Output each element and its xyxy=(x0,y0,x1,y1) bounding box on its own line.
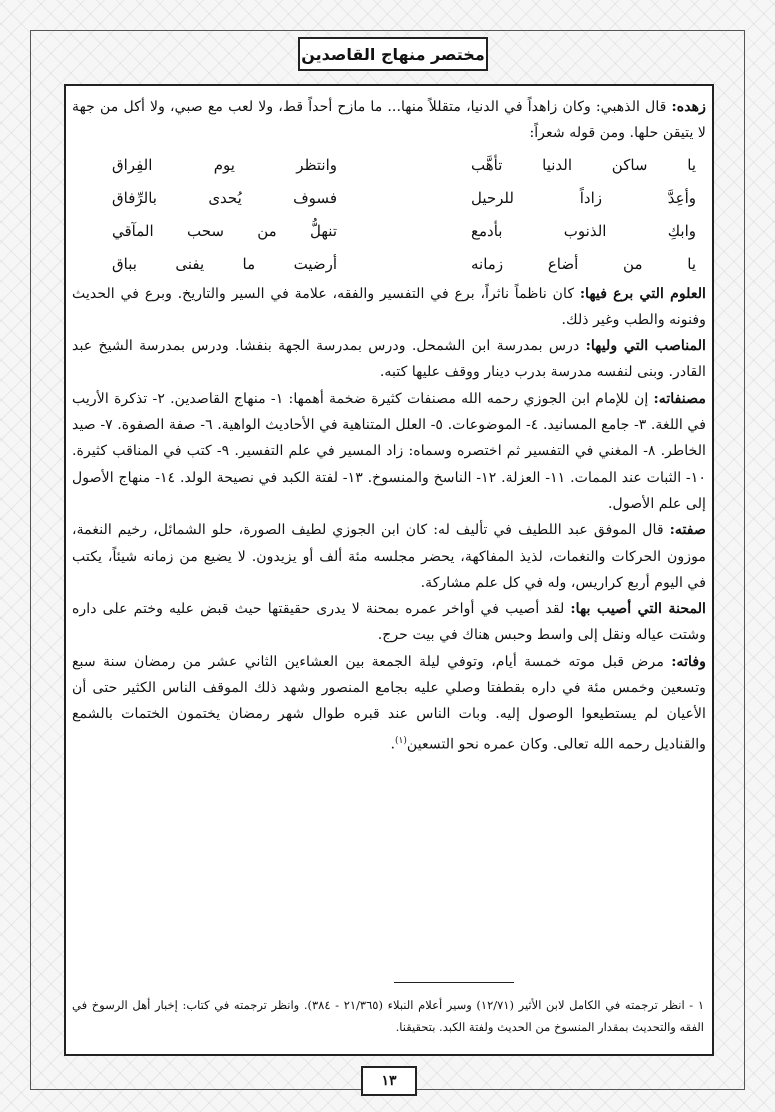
section-label: المحنة التي أصيب بها: xyxy=(570,601,706,618)
poem-verse xyxy=(72,215,706,248)
verse-first-hemistich: يا من أضاع زمانه xyxy=(471,254,696,273)
section-wafat xyxy=(72,649,706,758)
section-sifa xyxy=(72,517,706,596)
section-text: مرض قبل موته خمسة أيام، وتوفي ليلة الجمعة بين العشاءين الثاني عشر من رمضان سنة سبع وتسعين وخمس مئة في داره بقطفتا وصلي عليه بجامع المنصور وشهد ذلك الموقف الناس الكثير حتى أن الأعيان لم يستطيعوا الوصول إليه. وبات الناس عند قبره طوال شهر رمضان يختمون الختمات بالشمع والقناديل رحمه الله تعالى. وكان عمره نحو التسعين xyxy=(72,653,706,753)
section-text: لقد أصيب في أواخر عمره بمحنة لا يدرى حقيقتها حيث قبض عليه وختم على داره وشتت عياله ونقل إلى واسط وحبس هناك في بيت حرج. xyxy=(72,601,706,644)
verse-first-hemistich: يا ساكن الدنيا تأهَّب xyxy=(471,155,696,174)
main-text xyxy=(72,94,706,758)
page-number: ١٣ xyxy=(361,1066,417,1096)
footnote: ١ - انظر ترجمته في الكامل لابن الأثير (١٢/٧١) وسير أعلام النبلاء (٢١/٣٦٥ - ٣٨٤). وانظر ترجمته في كتاب: إخبار أهل الرسوخ في الفقه والتحديث بمقدار المنسوخ من الحديث ولفتة الكبد. بتحقيقنا. xyxy=(72,998,704,1034)
section-musannafat xyxy=(72,386,706,517)
verse-first-hemistich: وأعِدَّ زاداً للرحيل xyxy=(471,188,696,207)
section-text: كان ناظماً ناثراً، برع في التفسير والفقه، علامة في السير والتاريخ. وبرع في الحديث وفنونه والطب وغير ذلك. xyxy=(72,285,706,328)
section-label: العلوم التي برع فيها: xyxy=(579,285,706,302)
poem-verse xyxy=(72,149,706,182)
verse-second-hemistich: فسوف يُحدى بالرِّفاق xyxy=(112,188,337,207)
section-label: زهده: xyxy=(671,99,706,115)
section-label: وفاته: xyxy=(671,653,706,670)
footnote-separator xyxy=(394,982,514,983)
verse-second-hemistich: أرضيت ما يفنى بباق xyxy=(112,254,337,273)
verse-second-hemistich: تنهلُّ من سحب المآقي xyxy=(112,221,337,240)
panel-bottom-rule xyxy=(64,1054,714,1056)
section-label: المناصب التي وليها: xyxy=(585,338,707,355)
verse-first-hemistich: وابكِ الذنوب بأدمع xyxy=(471,221,696,240)
section-label: صفته: xyxy=(669,522,706,539)
section-text: قال الذهبي: وكان زاهداً في الدنيا، متقللاً منها... ما مازح أحداً قط، ولا لعب مع صبي، ولا أكل من جهة لا يتيقن حلها. ومن قوله شعراً: xyxy=(72,99,706,142)
section-label: مصنفاته: xyxy=(653,390,706,407)
section-zuhd xyxy=(72,94,706,147)
content-panel xyxy=(64,84,714,1056)
section-manasib xyxy=(72,333,706,386)
book-title: مختصر منهاج القاصدين xyxy=(301,44,485,64)
running-header xyxy=(298,37,488,71)
section-text: درس بمدرسة ابن الشمحل. ودرس بمدرسة الجهة بنفشا. ودرس بمدرسة الشيخ عبد القادر. وبنى لنفسه مدرسة بدرب دينار ووقف عليها كتبه. xyxy=(72,338,706,381)
section-mihna xyxy=(72,596,706,649)
section-text: إن للإمام ابن الجوزي رحمه الله مصنفات كثيرة ضخمة أهمها: ١- منهاج القاصدين. ٢- تذكرة الأريب في اللغة. ٣- جامع المسانيد. ٤- الموضوعات. ٥- العلل المتناهية في الأحاديث الواهية. ٦- صفة الصفوة. ٧- صيد الخاطر. ٨- المغني في التفسير ثم اختصره وسماه: زاد المسير في علم التفسير. ٩- كتب في المناقب كثيرة. ١٠- الثبات عند الممات. ١١- العزلة. ١٢- الناسخ والمنسوخ. ١٣- لفتة الكبد في نصيحة الولد. ١٤- منهاج الأصول إلى علم الأصول. xyxy=(72,390,706,512)
section-uloom xyxy=(72,281,706,334)
verse-second-hemistich: وانتظر يوم الفِراق xyxy=(112,155,337,174)
footnote-marker[interactable]: (١) xyxy=(395,735,407,746)
poem-verse xyxy=(72,248,706,281)
sentence-end: . xyxy=(390,736,396,753)
poem xyxy=(72,149,706,281)
section-text: قال الموفق عبد اللطيف في تأليف له: كان ابن الجوزي لطيف الصورة، حلو الشمائل، رخيم النغمة، موزون الحركات والنغمات، لذيذ المفاكهة، يحضر مجلسه مئة ألف أو يزيدون. لا يضيع من زمانه شيئاً، يكتب في اليوم أربع كراريس، وله في كل علم مشاركة. xyxy=(72,522,706,591)
poem-verse xyxy=(72,182,706,215)
